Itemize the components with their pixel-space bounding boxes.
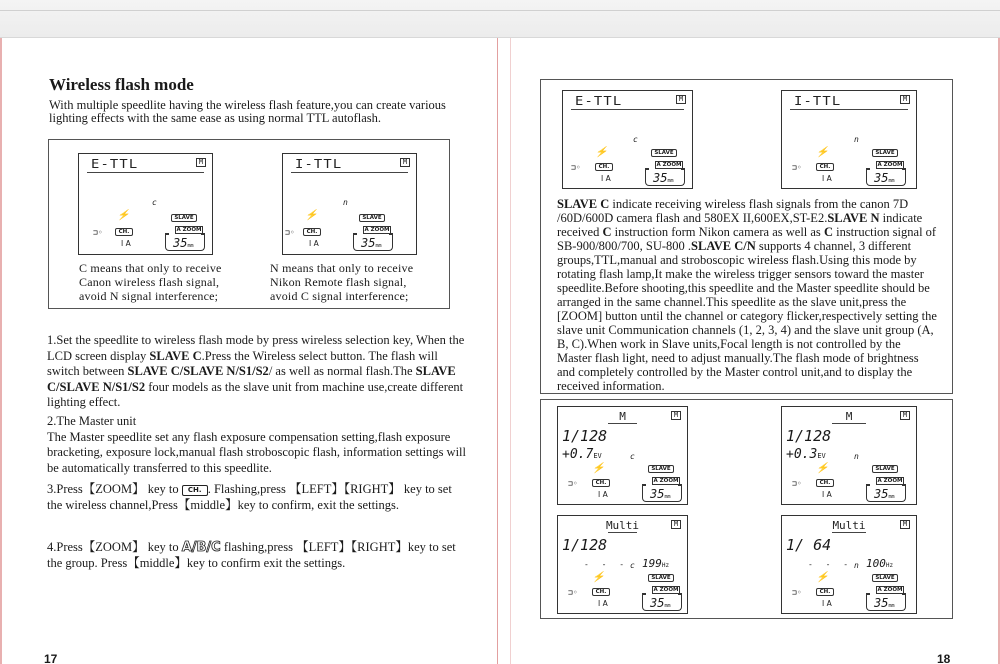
lcd-ia: I A (601, 174, 611, 183)
step1-text: / as well as normal flash.The (268, 364, 416, 378)
lcd-channel-symbol: n (854, 452, 859, 461)
desc-bold: SLAVE N (827, 211, 880, 225)
lcd-dots: - - - (808, 560, 853, 569)
lcd-channel-symbol: n (343, 198, 348, 207)
lcd-slave-label: SLAVE (359, 214, 385, 222)
lcd-channel-symbol: c (633, 135, 638, 144)
lcd-ev-unit: EV (817, 452, 826, 460)
page-number-left: 17 (44, 652, 58, 664)
lcd-m-box: M (671, 520, 681, 529)
top-strip (0, 10, 1000, 11)
lcd-m-box: M (400, 158, 410, 167)
lcd-zoom-label: A ZOOM (653, 478, 679, 484)
flash-bolt-icon: ⚡ (816, 147, 829, 158)
lcd-m-box: M (671, 411, 681, 420)
lcd-grid-3 (557, 515, 688, 614)
lcd-slave-label: SLAVE (872, 149, 898, 157)
step1-bold: SLAVE C/SLAVE N/S1/S2 (47, 364, 456, 394)
caption-line: avoid C signal interference; (270, 289, 409, 303)
lcd-ratio: 1/128 (562, 427, 608, 445)
step2-title: 2.The Master unit (47, 414, 137, 428)
lcd-slave-label: SLAVE (648, 574, 674, 582)
lcd-mm-unit: mm (888, 603, 895, 609)
flash-bolt-icon: ⚡ (816, 572, 829, 583)
step-4 (47, 540, 467, 571)
lcd-ev-value: +0.3 (786, 447, 818, 462)
lcd-hz-unit: Hz (661, 562, 670, 569)
left-edge (0, 38, 2, 664)
lcd-mode: I-TTL (295, 157, 343, 171)
lcd-hz (866, 557, 893, 570)
lcd-mm-unit: mm (664, 494, 671, 500)
desc-bold: C (823, 225, 833, 239)
lcd-mm-unit: mm (664, 603, 671, 609)
lcd-hz-value: 199 (642, 557, 662, 570)
step3-text: . Flashing,press 【LEFT】【RIGHT】 key to set the wireless channel,Press【middle】key to confirm, exit the settings. (47, 482, 452, 512)
lcd-focal-length (653, 171, 673, 185)
lcd-zoom-label: A ZOOM (653, 587, 679, 593)
lcd-mm-unit: mm (888, 178, 895, 184)
lcd-ev-unit: EV (593, 452, 602, 460)
lcd-grid-4 (781, 515, 917, 614)
caption-line: Canon wireless flash signal, (79, 275, 220, 289)
lcd-m-box: M (900, 520, 910, 529)
abc-group-label: A/B/C (181, 540, 221, 555)
lcd-ch-label: CH. (816, 588, 834, 596)
lcd-zoom-label: A ZOOM (176, 227, 202, 233)
flash-head-icon: ⊐◦ (568, 479, 578, 488)
step3-text: 3.Press【ZOOM】 key to (47, 482, 179, 496)
lcd-underline (608, 532, 637, 533)
step-3 (47, 482, 467, 513)
lcd-mm-value: 35 (650, 596, 665, 610)
flash-bolt-icon: ⚡ (595, 147, 608, 158)
lcd-channel-symbol: n (854, 561, 859, 570)
lcd-ev-value: +0.7 (562, 447, 594, 462)
flash-bolt-icon: ⚡ (816, 463, 829, 474)
lcd-mm-value: 35 (173, 236, 188, 250)
lcd-slave-label: SLAVE (648, 465, 674, 473)
lcd-m-box: M (676, 95, 686, 104)
lcd-ia: I A (121, 239, 131, 248)
lcd-slave-label: SLAVE (651, 149, 677, 157)
lcd-underline (291, 172, 408, 173)
desc-text: indicate receiving wireless flash signals from the canon 7D /60D/600D camera flash and 580EX II,600EX,ST-E2. (557, 197, 909, 225)
lcd-ia: I A (598, 490, 608, 499)
lcd-ittl-right (781, 90, 917, 189)
caption-n (270, 261, 413, 303)
lcd-mm-value: 35 (650, 487, 665, 501)
page-number-right: 18 (937, 652, 951, 664)
lcd-focal-length (361, 236, 381, 250)
lcd-mode: M (619, 410, 626, 423)
page-gutter-shadow (510, 38, 511, 664)
lcd-ev (786, 447, 826, 462)
lcd-ratio: 1/128 (562, 536, 608, 554)
lcd-channel-symbol: c (152, 198, 157, 207)
flash-bolt-icon: ⚡ (592, 463, 605, 474)
lcd-slave-label: SLAVE (872, 465, 898, 473)
lcd-focal-length (650, 487, 670, 501)
lcd-hz-unit: Hz (885, 562, 894, 569)
lcd-zoom-label: A ZOOM (656, 162, 682, 168)
lcd-underline (832, 423, 866, 424)
lcd-underline (832, 532, 866, 533)
lcd-mode: I-TTL (794, 94, 842, 108)
lcd-focal-length (874, 596, 894, 610)
lcd-grid-2 (781, 406, 917, 505)
ch-key-icon: CH. (182, 485, 208, 496)
step1-text: four models as the slave unit from machine use,create different lighting effect. (47, 379, 464, 409)
step1-text: 1.Set the speedlite to wireless flash mode by press wireless selection key, When the LCD screen display (47, 333, 465, 363)
flash-head-icon: ⊐◦ (792, 479, 802, 488)
flash-head-icon: ⊐◦ (792, 163, 802, 172)
top-band (0, 0, 1000, 38)
lcd-zoom-label: A ZOOM (877, 587, 903, 593)
lcd-grid-1 (557, 406, 688, 505)
lcd-ch-label: CH. (115, 228, 133, 236)
lcd-focal-length (874, 487, 894, 501)
lcd-underline (87, 172, 204, 173)
lcd-ratio: 1/128 (786, 427, 832, 445)
flash-head-icon: ⊐◦ (285, 228, 295, 237)
flash-head-icon: ⊐◦ (568, 588, 578, 597)
lcd-mm-unit: mm (375, 243, 382, 249)
lcd-ia: I A (309, 239, 319, 248)
lcd-slave-label: SLAVE (872, 574, 898, 582)
caption-line: N means that only to receive (270, 261, 414, 275)
step1-text: .Press the Wireless select button. The flash will switch between (47, 348, 438, 378)
lcd-ia: I A (598, 599, 608, 608)
lcd-channel-symbol: n (854, 135, 859, 144)
lcd-ch-label: CH. (595, 163, 613, 171)
lcd-slave-label: SLAVE (171, 214, 197, 222)
lcd-ch-label: CH. (816, 163, 834, 171)
lcd-ettl-right (562, 90, 693, 189)
lcd-mode: E-TTL (91, 157, 139, 171)
lcd-mode: Multi (832, 519, 866, 532)
lcd-m-box: M (900, 411, 910, 420)
lcd-underline (608, 423, 637, 424)
intro-text: With multiple speedlite having the wireless flash feature,you can create various lighting effects with the same ease as using normal TTL autoflash. (49, 98, 446, 125)
step1-bold: SLAVE C (149, 348, 202, 363)
flash-bolt-icon: ⚡ (117, 210, 130, 221)
lcd-ia: I A (822, 490, 832, 499)
desc-text: supports 4 channel, 3 different groups,TTL,manual and stroboscopic wireless flash.Using this mode by rotating flash lamp,It make the wireless trigger sensors toward the master speedlite.Before shooting,this speedlite and the Master speedlite should be arranged in the same channel.This speedlite as the slave unit,press the [ZOOM] button until the channel or category flicker,respectively setting the slave unit Communication channels (1, 2, 3, 4) and the slave unit group (A, B, C).When work in Slave units,Focal length is not controlled by the Master flash light, need to adjust manually.The flash mode of brightness and completely controlled by the Master control unit,and to display the received information. (557, 239, 937, 393)
flash-head-icon: ⊐◦ (93, 228, 103, 237)
desc-bold: SLAVE C (557, 197, 610, 211)
lcd-mode: E-TTL (575, 94, 623, 108)
lcd-mm-unit: mm (888, 494, 895, 500)
lcd-mm-unit: mm (187, 243, 194, 249)
lcd-focal-length (650, 596, 670, 610)
lcd-m-box: M (196, 158, 206, 167)
page-gutter (497, 38, 498, 664)
lcd-focal-length (173, 236, 193, 250)
lcd-zoom-label: A ZOOM (364, 227, 390, 233)
lcd-ia: I A (822, 599, 832, 608)
step2-body: The Master speedlite set any flash exposure compensation setting,flash exposure bracketing, exposure lock,manual flash stroboscopic flash, information settings will be automatically transferred to this speedlite. (47, 429, 467, 475)
lcd-ch-label: CH. (303, 228, 321, 236)
desc-text: instruction form Nikon camera as well as (611, 225, 824, 239)
lcd-ch-label: CH. (816, 479, 834, 487)
step4-text: 4.Press【ZOOM】 key to (47, 540, 179, 554)
slave-description (557, 197, 937, 393)
step4-text: flashing,press 【LEFT】【RIGHT】key to set the group. Press【middle】key to confirm exit the settings. (47, 540, 456, 570)
lcd-mm-value: 35 (653, 171, 668, 185)
step1-bold: SLAVE C/SLAVE N/S1/S2 (127, 364, 269, 378)
lcd-mode: Multi (605, 519, 640, 532)
step-2 (47, 414, 467, 476)
flash-bolt-icon: ⚡ (305, 210, 318, 221)
lcd-ettl (78, 153, 213, 255)
lcd-m-box: M (900, 95, 910, 104)
lcd-ch-label: CH. (592, 479, 610, 487)
desc-bold: SLAVE C/N (691, 239, 756, 253)
lcd-mm-value: 35 (874, 487, 889, 501)
lcd-ratio: 1/ 64 (786, 536, 832, 554)
lcd-underline (790, 109, 908, 110)
caption-line: avoid N signal interference; (79, 289, 219, 303)
lcd-mode: M (845, 410, 853, 423)
lcd-ittl (282, 153, 417, 255)
lcd-mm-value: 35 (874, 596, 889, 610)
caption-c (79, 261, 222, 303)
lcd-hz-value: 100 (866, 557, 886, 570)
lcd-mm-unit: mm (667, 178, 674, 184)
lcd-channel-symbol: c (630, 561, 635, 570)
lcd-mm-value: 35 (361, 236, 376, 250)
lcd-zoom-label: A ZOOM (877, 162, 903, 168)
caption-line: C means that only to receive (79, 261, 222, 275)
desc-text: indicate received (557, 211, 923, 239)
desc-text: instruction signal of SB-900/800/700, SU-800 . (557, 225, 937, 253)
lcd-hz (642, 557, 669, 570)
caption-line: Nikon Remote flash signal, (270, 275, 407, 289)
desc-bold: C (602, 225, 612, 239)
lcd-ev (562, 447, 602, 462)
lcd-ch-label: CH. (592, 588, 610, 596)
flash-head-icon: ⊐◦ (571, 163, 581, 172)
flash-head-icon: ⊐◦ (792, 588, 802, 597)
page-title: Wireless flash mode (49, 75, 194, 94)
lcd-mm-value: 35 (874, 171, 889, 185)
flash-bolt-icon: ⚡ (592, 572, 605, 583)
step-1 (47, 333, 467, 411)
lcd-focal-length (874, 171, 894, 185)
lcd-channel-symbol: c (630, 452, 635, 461)
lcd-dots: - - - (584, 560, 629, 569)
lcd-ia: I A (822, 174, 832, 183)
lcd-underline (571, 109, 684, 110)
lcd-zoom-label: A ZOOM (877, 478, 903, 484)
